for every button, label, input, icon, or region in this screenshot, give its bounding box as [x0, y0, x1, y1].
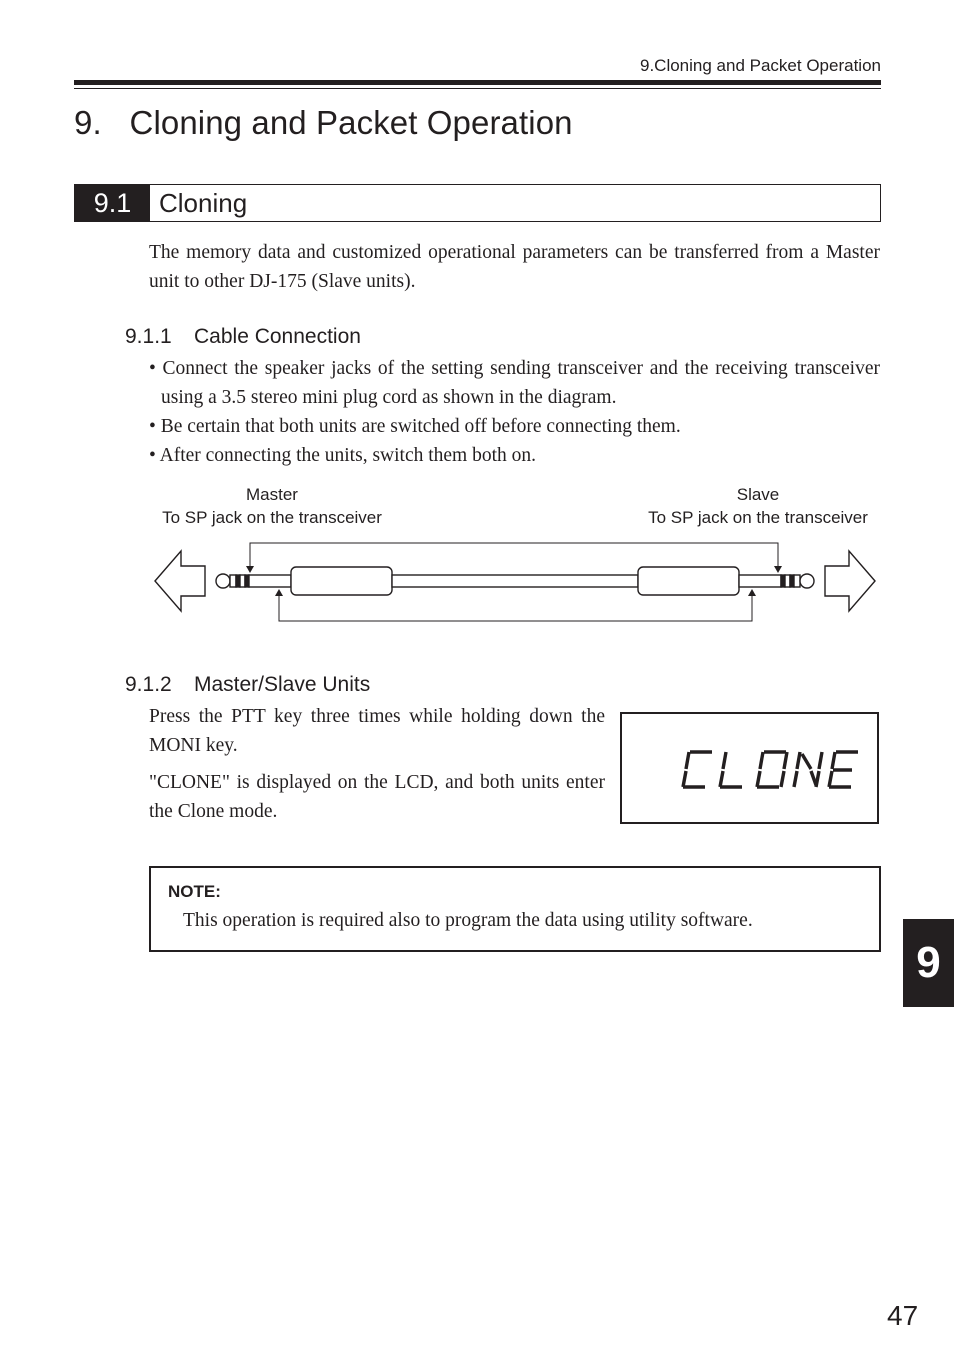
slave-sublabel: To SP jack on the transceiver [648, 508, 868, 527]
section-intro: The memory data and customized operational parameters can be transferred from a Master unit to other DJ-175 (Slave units). [149, 242, 880, 292]
note-label: NOTE: [168, 882, 221, 901]
note-box [149, 866, 881, 952]
master-caption [150, 483, 394, 529]
lcd-char-e [829, 752, 858, 787]
lcd-char-c [683, 752, 712, 787]
right-plug-ring-2 [785, 575, 790, 587]
right-plug-shaft [739, 575, 781, 587]
section-number: 9.1 [75, 185, 150, 221]
page-number: 47 [887, 1300, 919, 1331]
left-arrow-icon [155, 551, 205, 611]
arrowhead-icon [748, 589, 756, 596]
section-heading-bar [74, 184, 881, 222]
master-slave-text [149, 702, 605, 834]
lcd-display [620, 712, 879, 824]
running-header: 9.Cloning and Packet Operation [640, 56, 881, 75]
arrowhead-icon [246, 566, 254, 573]
arrowhead-icon [774, 566, 782, 573]
paragraph: "CLONE" is displayed on the LCD, and both units enter the Clone mode. [149, 772, 605, 822]
master-sublabel: To SP jack on the transceiver [162, 508, 382, 527]
note-text: This operation is required also to program the data using utility software. [183, 910, 753, 931]
arrowhead-icon [275, 589, 283, 596]
chapter-tab: 9 [903, 919, 954, 1007]
subsection-title: Master/Slave Units [194, 673, 371, 696]
lcd-char-o [757, 752, 787, 787]
right-plug-ring [794, 575, 800, 587]
header-rule-thin [74, 88, 881, 89]
cable-diagram [150, 535, 880, 627]
left-plug-ring [230, 575, 236, 587]
cable [392, 575, 638, 587]
paragraph: Press the PTT key three times while holding down the MONI key. [149, 706, 605, 756]
slave-caption [636, 483, 880, 529]
chapter-title: 9. Cloning and Packet Operation [74, 104, 573, 141]
left-plug-tip [216, 574, 230, 588]
master-label: Master [246, 485, 298, 504]
subsection-title: Cable Connection [194, 325, 361, 348]
right-arrow-icon [825, 551, 875, 611]
left-plug-body [291, 567, 392, 595]
bullet-item: • Be certain that both units are switched off before connecting them. [149, 416, 681, 437]
slave-label: Slave [736, 485, 780, 504]
header-rule-thick [74, 80, 881, 85]
lcd-char-l [720, 752, 742, 787]
left-plug-ring-2 [240, 575, 245, 587]
subsection-number: 9.1.1 [125, 325, 172, 348]
section-title: Cloning [159, 188, 248, 218]
lcd-char-n [794, 752, 822, 787]
right-plug-tip [800, 574, 814, 588]
right-plug-body [638, 567, 739, 595]
lcd-segment-text [622, 714, 877, 822]
subsection-heading-cable [125, 325, 361, 349]
bottom-leader-line [279, 595, 752, 621]
subsection-number: 9.1.2 [125, 673, 172, 696]
left-plug-shaft [249, 575, 291, 587]
bullet-item: • Connect the speaker jacks of the setting sending transceiver and the receiving transceiver using a 3.5 stereo mini plug cord as shown in the diagram. [149, 358, 880, 408]
top-leader-line [250, 543, 778, 567]
bullet-item: • After connecting the units, switch them both on. [149, 445, 537, 466]
subsection-heading-master-slave [125, 673, 370, 697]
